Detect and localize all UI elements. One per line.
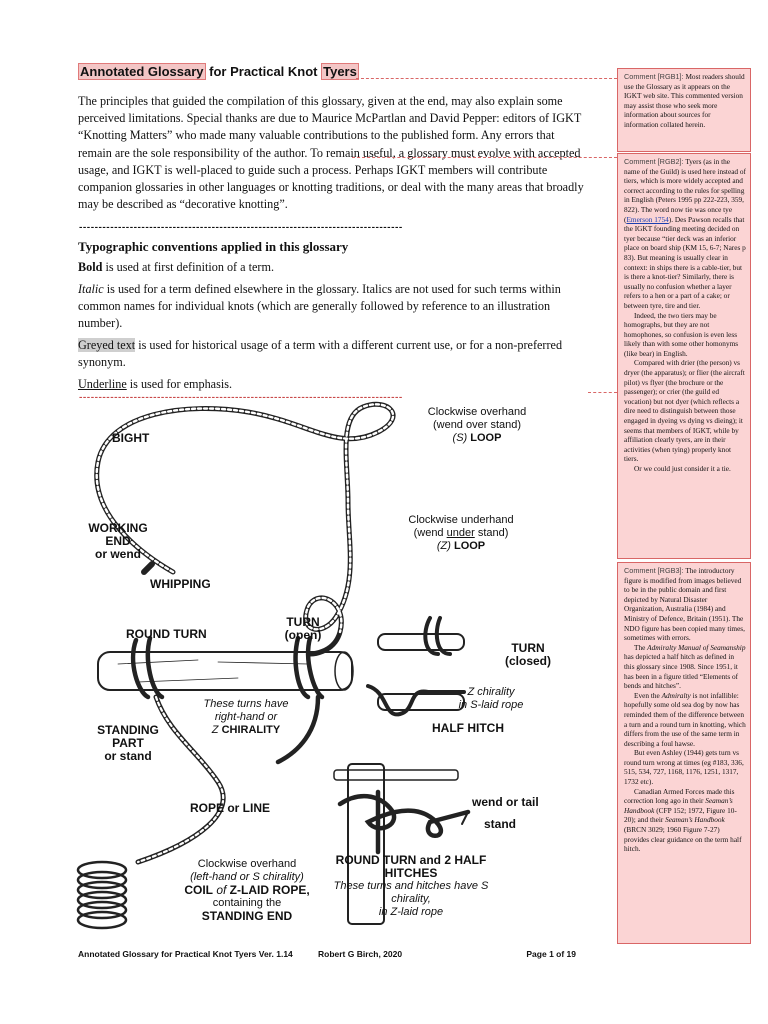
knot-elements-figure[interactable] [78, 392, 588, 938]
grey-rest: is used for historical usage of a term with a different current use, or for a non-preferred synonym. [78, 338, 563, 370]
label-turn-open [278, 616, 328, 642]
turn-closed-rope [425, 618, 450, 654]
comment-rgb3-header: Comment [RGB3]: [624, 566, 684, 575]
rgb3-p2a: The [634, 642, 648, 652]
rt2hh-line1: ROUND TURN and 2 HALF HITCHES [335, 853, 487, 880]
coil-line1: Clockwise overhand [197, 858, 297, 870]
coil-line3 [162, 884, 332, 897]
rgb3-p5i2: Seaman’s Handbook [665, 815, 725, 825]
italic-word: Italic [78, 282, 104, 297]
label-turn-closed [498, 642, 558, 668]
working-end-line2: END [105, 534, 131, 548]
label-coil [162, 858, 332, 923]
divider-highlighted[interactable]: ----------------------------------------------------------------------------------- [78, 393, 402, 404]
coil [78, 862, 126, 928]
document-body [78, 64, 588, 405]
label-cw-underhand [396, 514, 526, 553]
convention-grey [78, 337, 588, 371]
underline-word: Underline [78, 377, 127, 392]
intro-paragraph: The principles that guided the compilation of this glossary, given at the end, may also explain some perceived limitations. Special thanks are due to Maurice McPartlan and David Pepper: editors of IGKT “Knotting Matters” who made many valuable contributions to the published form. Any errors that remain are the sole responsibility of the author. To remain useful, a glossary must evolve with accepted usage, and IGKT is well-placed to guide such a process. Perhaps IGKT members will contribute companion glossaries in other languages or knotting traditions, or deal with the many areas that broadly may be described as “decorative knotting”. [78, 94, 584, 212]
conventions-heading: Typographic conventions applied in this glossary [78, 239, 349, 255]
footer-middle: Robert G Birch, 2020 [318, 949, 403, 959]
label-standing-part [86, 724, 170, 763]
z-loop-word: LOOP [453, 540, 486, 552]
s-loop-italic: (S) [452, 432, 468, 444]
turn-open-line2: (open) [284, 628, 322, 642]
s-loop-word: LOOP [470, 432, 502, 444]
underline-rest: is used for emphasis. [126, 377, 233, 392]
comment-rgb3-body: The introductory figure is modified from images believed to be in the public domain and first depicted by Natural Disaster Organization, Australia (1984) and Ministry of Defence, Britain (1951). The NDO figure has been copied many times, sometimes with errors. [624, 566, 745, 643]
these-turns-chirality: CHIRALITY [221, 724, 281, 736]
label-whipping: WHIPPING [150, 577, 211, 591]
these-turns-line2: right-hand or [214, 711, 278, 723]
comment-rgb2[interactable] [617, 153, 751, 559]
comment-rgb1-text [624, 72, 746, 130]
title-highlight-1[interactable]: Annotated Glossary [80, 64, 204, 79]
coil-line4: containing the [212, 897, 282, 909]
coil-line5: STANDING END [201, 909, 293, 923]
standing-part-line2: PART [112, 736, 144, 750]
comment-rgb2-body: Tyers (as in the name of the Guild) is used here instead of tiers, which is more widely accepted and correct according to the rules for spelling in English (Peters 1995 pp 222-223, 359, 822). The word now tie was once tye ( [624, 157, 746, 224]
cw-overhand-line3 [412, 432, 542, 445]
comment-connector-3 [588, 392, 617, 393]
comment-rgb2-link[interactable]: Emerson 1754 [626, 214, 669, 224]
page-footer [78, 949, 588, 959]
cw-underhand-line3 [396, 540, 526, 553]
convention-underline [78, 376, 588, 393]
standing-part-line1: STANDING [97, 723, 159, 737]
label-half-hitch: HALF HITCH [432, 721, 504, 735]
cw-underhand-2a: (wend [413, 527, 447, 539]
these-turns-z: Z [211, 724, 219, 736]
comment-rgb3-p5 [624, 787, 746, 854]
rgb3-p5a: Canadian Armed Forces made this correction long ago in their [624, 786, 735, 806]
these-turns-line1: These turns have [203, 698, 289, 710]
title-highlight-2[interactable]: Tyers [323, 64, 357, 79]
whipping [144, 564, 152, 572]
coil-line2: (left-hand or S chirality) [190, 871, 304, 883]
comment-rgb1-header: Comment [RGB1]: [624, 72, 684, 81]
italic-rest: is used for a term defined elsewhere in the glossary. Italics are not used for such terms within common names for individual knots (which are generally followed by reference to an illustration number). [78, 282, 561, 331]
coil-comma: , [306, 883, 310, 897]
these-turns-line3 [188, 724, 304, 737]
label-round-turn: ROUND TURN [126, 627, 207, 641]
comment-rgb3-p3 [624, 691, 746, 749]
rgb3-p5i: Seaman’s Handbook [624, 796, 733, 815]
label-working-end [78, 522, 158, 561]
comment-rgb2-header: Comment [RGB2]: [624, 157, 684, 166]
rgb3-p5c: (BRCN 3029; 1960 Figure 7-27) provides clear guidance on the term half hitch. [624, 825, 742, 854]
convention-italic [78, 281, 588, 332]
z-chirality-line1: Z chirality [467, 686, 515, 698]
standing-part-line3: or stand [104, 749, 152, 763]
rgb3-p3i: Admiralty [661, 690, 691, 700]
convention-bold [78, 259, 588, 276]
rope-turn-open [296, 638, 322, 697]
round-turn-hitches [340, 796, 468, 836]
cw-underhand-line1: Clockwise underhand [408, 514, 514, 526]
rgb3-p3a: Even the [634, 690, 662, 700]
rt2hh-line3: in Z-laid rope [378, 906, 444, 918]
working-end-line3: or wend [94, 547, 141, 561]
comment-rgb2-p2: Indeed, the two tiers may be homographs, but they are not homophones, so confusion is even less likely than with some other homonyms (like bear) in English. [624, 310, 739, 358]
z-chirality-line2: in S-laid rope [458, 699, 524, 711]
cw-underhand-2b: under [446, 527, 475, 539]
label-z-chirality [446, 686, 536, 712]
comment-rgb3-p2 [624, 643, 746, 691]
cw-underhand-line2 [396, 527, 526, 540]
log-end [335, 652, 353, 690]
cw-underhand-2c: stand) [474, 527, 509, 539]
comment-rgb2-p1 [624, 157, 746, 311]
turn-closed-line1: TURN [511, 641, 545, 655]
post-top [334, 770, 458, 780]
label-stand: stand [484, 817, 517, 831]
cw-overhand-line2: (wend over stand) [432, 419, 522, 431]
rgb3-p3b: is not infallible: hopefully some old sea dog by now has reminded them of the difference between a turn and a round turn in knotting, which differs from the use of the same term in describing a foul hawse. [624, 690, 746, 748]
turn-open-line1: TURN [286, 615, 320, 629]
comment-rgb3-p4: But even Ashley (1944) gets turn vs round turn wrong at times (eg #183, 336, 515, 534, 727, 1168, 1176, 1251, 1317, 1732 etc). [624, 748, 744, 787]
page-title [78, 64, 588, 79]
rope-round-turn [133, 638, 162, 697]
rt2hh-line2: These turns and hitches have S chirality, [333, 880, 489, 905]
comment-connector-2 [352, 157, 617, 158]
rgb3-p2i: Admiralty Manual of Seamanship [647, 642, 746, 652]
grey-word: Greyed text [78, 338, 136, 353]
rgb3-p2b: has depicted a half hitch as defined in this glossary since 1908. Since 1951, it has been in a figure titled “Elements of bends and hitches”. [624, 652, 739, 691]
coil-word: COIL [184, 883, 213, 897]
bold-rest: is used at first definition of a term. [102, 260, 274, 275]
bold-word: Bold [78, 260, 103, 275]
comment-rgb2-body2: ). Des Pawson recalls that the IGKT founding meeting decided on tyer because “tier deck was an inferior place on board ship (KM 15, 6-7; Nares p 83). But meaning is usually clear in context: in ships there is a cable-tier, but is there a knot-tier? Similarly, there is usually no confusion whether a layer refers to a hen or a part of a cake; or between tyre, tire and tier. [624, 214, 746, 310]
label-these-turns [188, 698, 304, 737]
working-end-line1: WORKING [88, 521, 148, 535]
footer-left: Annotated Glossary for Practical Knot Tyers Ver. 1.14 [78, 949, 293, 959]
comment-rgb1-body: Most readers should use the Glossary as it appears on the IGKT web site. This commented version may assist those who seek more information about sources for information collated herein. [624, 72, 745, 129]
footer-page-number: Page 1 of 19 [526, 949, 576, 959]
coil-zlaid: Z-LAID ROPE [229, 883, 307, 897]
label-bight: BIGHT [112, 431, 150, 445]
label-cw-overhand [412, 406, 542, 445]
coil-of: of [212, 883, 230, 897]
title-middle: for Practical Knot [205, 64, 322, 79]
rgb3-p5b: (CFP 152; 1972, Figure 10-20); and their [624, 805, 737, 825]
z-loop-italic: (Z) [436, 540, 451, 552]
comment-rgb3[interactable] [617, 562, 751, 944]
label-wend-or-tail: wend or tail [472, 795, 539, 809]
label-round-turn-hitches [326, 854, 496, 919]
comment-connector-1 [356, 78, 617, 79]
cw-overhand-line1: Clockwise overhand [427, 406, 527, 418]
spar-top [378, 634, 464, 650]
comment-rgb2-p3: Compared with drier (the person) vs dryer (the apparatus); or flier (the aircraft pilot) vs flyer (the brochure or the passenger); or crier (the guild ed vocation) but not dyer (which reflects a dire need to distinguish between those engaged in dyeing vs dying vs dieing); it seems that members of IGKT, while by affiliation clearly tyers, are in their activities (when tying) properly knot tiers. [624, 358, 745, 464]
divider: ----------------------------------------------------------------------------------- [78, 223, 402, 234]
label-rope-or-line: ROPE or LINE [190, 801, 271, 815]
comment-rgb3-p1 [624, 566, 746, 643]
comment-rgb2-p4: Or we could just consider it a tie. [634, 464, 731, 473]
turn-closed-line2: (closed) [504, 654, 551, 668]
comment-rgb1[interactable] [617, 68, 751, 152]
